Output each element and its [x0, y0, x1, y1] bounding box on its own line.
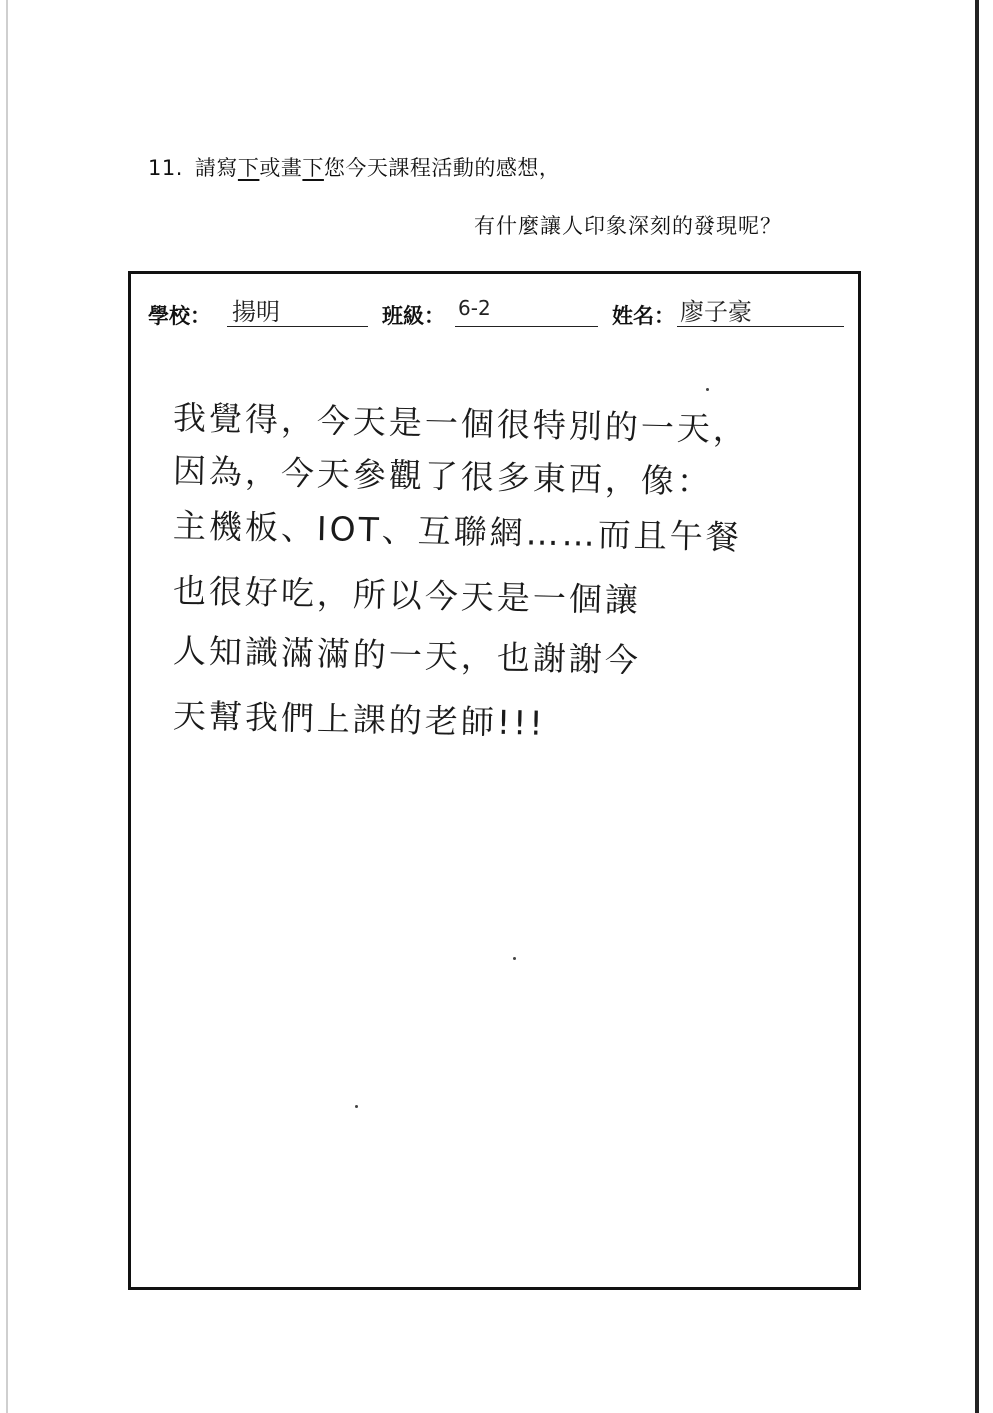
handwritten-line-6: 天幫我們上課的老師!!!: [172, 696, 546, 743]
handwritten-line-5: 人知識滿滿的一天，也謝謝今: [172, 631, 642, 680]
class-value[interactable]: 6-2: [458, 296, 491, 320]
name-label: 姓名：: [612, 304, 675, 328]
handwritten-line-2: 因為，今天參觀了很多東西，像：: [172, 451, 714, 502]
handwritten-line-1: 我覺得，今天是一個很特別的一天，: [172, 398, 750, 450]
question-prompt-line2: 有什麼讓人印象深刻的發現呢？: [474, 214, 782, 238]
stray-mark: [706, 388, 709, 391]
name-value[interactable]: 廖子豪: [680, 298, 752, 326]
question-text-part2: 或畫: [259, 156, 303, 180]
page-edge-left: [6, 0, 8, 1413]
question-prompt: [148, 152, 560, 182]
stray-mark: [513, 957, 516, 960]
handwritten-line-3: 主機板、IOT、互聯網……而且午餐: [172, 506, 743, 557]
page-edge-right: [975, 0, 979, 1413]
question-text-part1: 請寫: [194, 156, 238, 180]
question-text-part3: 您今天課程活動的感想，: [323, 156, 561, 180]
school-label: 學校：: [148, 304, 211, 328]
class-underline: [455, 326, 598, 327]
question-number: 11.: [148, 156, 183, 180]
class-label: 班級：: [382, 304, 445, 328]
question-underlined-word-2: 下: [302, 156, 324, 180]
question-underlined-word-1: 下: [237, 156, 260, 180]
handwritten-line-4: 也很好吃，所以今天是一個讓: [172, 571, 642, 620]
stray-mark: [355, 1105, 358, 1108]
school-value[interactable]: 揚明: [232, 298, 280, 326]
